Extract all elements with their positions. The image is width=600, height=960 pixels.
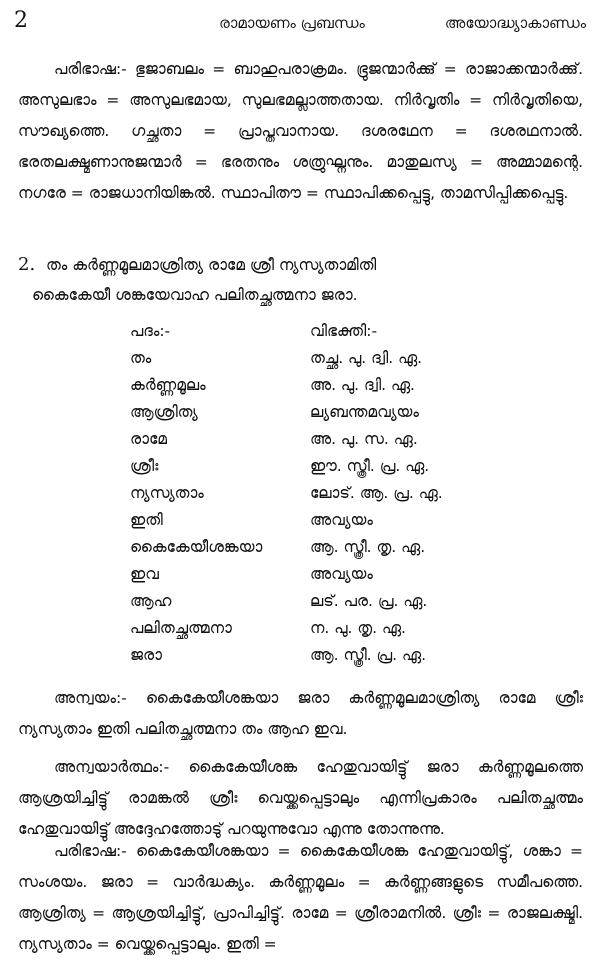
- inflection-cell: ല്യബന്തമവ്യയം: [310, 403, 419, 421]
- inflection-cell: അ. പു. സ. ഏ.: [310, 430, 418, 448]
- translation-paragraph-2: [18, 836, 583, 960]
- table-row: [130, 507, 510, 534]
- column-header-inflection: വിഭക്തി:-: [310, 322, 378, 340]
- anvaya-text: അന്വയം:- കൈകേയീശങ്കയാ ജരാ കർണ്ണമൂലമാശ്രിത്യ രാമേ ശ്രീഃ ന്യസ്യതാം ഇതി പലിതച്ഛത്മനാ തം ആഹ ഇവ.: [18, 689, 583, 738]
- translation-text-1: പരിഭാഷ:- ഭുജാബലം = ബാഹുപരാക്രമം. ഭ്രുജന്മാർക്കു് = രാജാക്കന്മാർക്കു്. അസുലഭാം = അസുലഭമായ, സുലഭമല്ലാത്തതായ. നിർവൃതിം = നിർവൃതിയെ, സൗഖ്യത്തെ. ഗച്ഛതാ = പ്രാപ്തവാനായ. ദശരഥേന = ദശരഥനാൽ. ഭരതലക്ഷ്മണാനുജന്മാർ = ഭരതനും ശത്രുഘ്നനും. മാതുലസ്യ = അമ്മാമന്റെ. നഗരേ = രാജധാനിയിങ്കൽ. സ്ഥാപിതൗ = സ്ഥാപിക്കപ്പെട്ടു, താമസിപ്പിക്കപ്പെട്ടു.: [18, 60, 583, 202]
- word-cell: പലിതച്ഛത്മനാ: [130, 619, 232, 637]
- page-number: 2: [14, 8, 28, 33]
- inflection-cell: ലോട്. ആ. പ്ര. ഏ.: [310, 484, 443, 502]
- translation-text-2: പരിഭാഷ:- കൈകേയീശങ്കയാ = കൈകേയീശങ്ക ഹേതുവായിട്ടു്, ശങ്കാ = സംശയം. ജരാ = വാർദ്ധക്യം. കർണ്ണമൂലം = കർണ്ണങ്ങളുടെ സമീപത്തെ. ആശ്രിത്യ = ആശ്രയിച്ചിട്ടു്, പ്രാപിച്ചിട്ടു്. രാമേ = ശ്രീരാമനിൽ. ശ്രീഃ = രാജലക്ഷ്മി. ന്യസ്യതാം = വെയ്ക്കപ്പെട്ടാലും. ഇതി =: [18, 842, 583, 953]
- inflection-cell: അ. പു. ദ്വി. ഏ.: [310, 376, 415, 394]
- inflection-cell: ആ. സ്ത്രീ. പ്ര. ഏ.: [310, 646, 427, 664]
- table-row: [130, 588, 510, 615]
- word-cell: ഇവ: [130, 565, 159, 583]
- column-header-word: പദം:-: [130, 322, 171, 340]
- word-cell: കർണ്ണമൂലം: [130, 376, 206, 394]
- word-cell: ന്യസ്യതാം: [130, 484, 204, 502]
- book-title: രാമായണം പ്രബന്ധം: [219, 14, 365, 32]
- table-row: [130, 453, 510, 480]
- translation-paragraph-1: [18, 54, 583, 209]
- inflection-cell: ആ. സ്ത്രീ. തൃ. ഏ.: [310, 538, 426, 556]
- table-row: [130, 561, 510, 588]
- word-cell: ശ്രീഃ: [130, 457, 159, 475]
- inflection-cell: ഈ. സ്ത്രീ. പ്ര. ഏ.: [310, 457, 430, 475]
- table-row: [130, 426, 510, 453]
- word-cell: കൈകേയീശങ്കയാ: [130, 538, 263, 556]
- inflection-cell: ന. പു. തൃ. ഏ.: [310, 619, 406, 637]
- table-row: [130, 345, 510, 372]
- word-cell: രാമേ: [130, 430, 167, 448]
- table-row: [130, 615, 510, 642]
- table-row: [130, 399, 510, 426]
- inflection-cell: അവ്യയം: [310, 565, 373, 583]
- word-analysis-table: [130, 318, 510, 669]
- inflection-cell: അവ്യയം: [310, 511, 373, 529]
- table-row: [130, 642, 510, 669]
- chapter-title: അയോദ്ധ്യാകാണ്ഡം: [444, 14, 586, 32]
- word-cell: ആശ്രിത്യ: [130, 403, 198, 421]
- table-header-row: [130, 318, 510, 345]
- word-cell: ഇതി: [130, 511, 163, 529]
- word-cell: തം: [130, 349, 152, 367]
- table-row: [130, 534, 510, 561]
- anvayartham-text: അന്വയാർത്ഥം:- കൈകേയീശങ്ക ഹേതുവായിട്ടു് ജരാ കർണ്ണമൂലത്തെ ആശ്രയിച്ചിട്ടു് രാമങ്കൽ ശ്രീഃ വെയ്ക്കപ്പെട്ടാലും എന്നിപ്രകാരം പലിതച്ഛത്മം ഹേതുവായിട്ടു് അദ്ദേഹത്തോടു് പറയുന്നുവോ എന്നു തോന്നുന്നു.: [18, 758, 583, 838]
- verse-block: [18, 250, 583, 310]
- page-header: [14, 8, 586, 38]
- inflection-cell: ലട്. പര. പ്ര. ഏ.: [310, 592, 428, 610]
- table-row: [130, 372, 510, 399]
- verse-line-1: തം കർണ്ണമൂലമാശ്രിത്യ രാമേ ശ്രീ ന്യസ്യതാമിതി: [46, 256, 377, 274]
- word-cell: ജരാ: [130, 646, 162, 664]
- table-row: [130, 480, 510, 507]
- verse-number: 2.: [18, 254, 36, 275]
- anvayartham-paragraph: [18, 752, 583, 845]
- inflection-cell: തച്ഛ. പു. ദ്വി. ഏ.: [310, 349, 423, 367]
- word-cell: ആഹ: [130, 592, 172, 610]
- anvaya-paragraph: [18, 683, 583, 745]
- verse-line-2: കൈകേയീ ശങ്കയേവാഹ പലിതച്ഛത്മനാ ജരാ.: [32, 286, 358, 304]
